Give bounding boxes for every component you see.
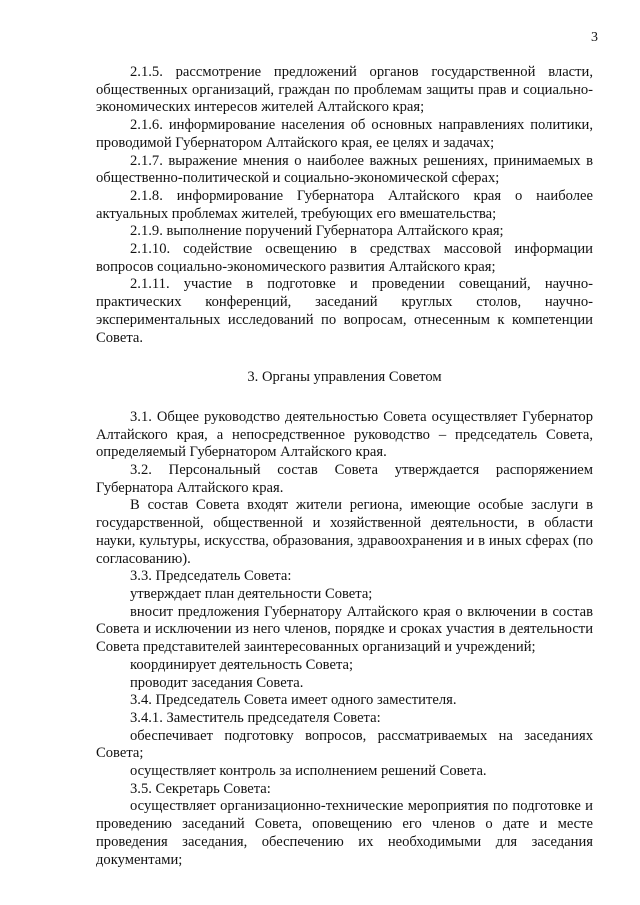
clause-2-1-5: 2.1.5. рассмотрение предложений органов государственной власти, общественных организаций, граждан по проблемам защиты прав и социально-экономических интересов жителей Алтайского края;	[96, 64, 593, 116]
chair-duty-meetings: проводит заседания Совета.	[130, 674, 304, 691]
page-number: 3	[591, 30, 598, 45]
chair-duty-plan: утверждает план деятельности Совета;	[130, 585, 373, 602]
clause-3-5: 3.5. Секретарь Совета:	[130, 780, 271, 797]
deputy-duty-control: осуществляет контроль за исполнением решений Совета.	[130, 763, 487, 780]
document-body	[96, 64, 593, 869]
deputy-duty-preparation: обеспечивает подготовку вопросов, рассматриваемых на заседаниях Совета;	[96, 727, 593, 762]
clause-2-1-9: 2.1.9. выполнение поручений Губернатора Алтайского края;	[130, 223, 504, 240]
clause-3-2: 3.2. Персональный состав Совета утверждается распоряжением Губернатора Алтайского края.	[96, 462, 593, 496]
clause-2-1-10: 2.1.10. содействие освещению в средствах массовой информации вопросов социально-экономического развития Алтайского края;	[96, 241, 593, 275]
chair-duty-coordinate: координирует деятельность Совета;	[130, 656, 354, 673]
secretary-duty-organization: осуществляет организационно-технические мероприятия по подготовке и проведению заседаний Совета, оповещению его членов о дате и месте проведения заседания, обеспечению их необходимыми для заседания документами;	[96, 798, 593, 868]
chair-duty-proposals: вносит предложения Губернатору Алтайского края о включении в состав Совета и исключении из него членов, порядке и сроках участия в деятельности Совета представителей заинтересованных организаций и учреждений;	[96, 603, 593, 656]
clause-2-1-7: 2.1.7. выражение мнения о наиболее важных решениях, принимаемых в общественно-политической и социально-экономической сферах;	[96, 152, 593, 187]
clause-3-4-1: 3.4.1. Заместитель председателя Совета:	[130, 709, 381, 726]
clause-3-4: 3.4. Председатель Совета имеет одного заместителя.	[130, 692, 457, 709]
clause-3-3: 3.3. Председатель Совета:	[130, 568, 292, 585]
section-heading: 3. Органы управления Советом	[247, 369, 442, 386]
clause-2-1-6: 2.1.6. информирование населения об основных направлениях политики, проводимой Губернатором Алтайского края, ее целях и задачах;	[96, 117, 593, 151]
clause-3-1: 3.1. Общее руководство деятельностью Совета осуществляет Губернатор Алтайского края, а непосредственное руководство – председатель Совета, определяемый Губернатором Алтайского края.	[96, 408, 593, 461]
clause-2-1-11: 2.1.11. участие в подготовке и проведении совещаний, научно-практических конференций, заседаний круглых столов, научно-экспериментальных исследований по вопросам, отнесенным к компетенции Совета.	[96, 276, 593, 346]
clause-2-1-8: 2.1.8. информирование Губернатора Алтайского края о наиболее актуальных проблемах жителей, требующих его вмешательства;	[96, 187, 593, 222]
council-composition: В состав Совета входят жители региона, имеющие особые заслуги в государственной, общественной и хозяйственной деятельности, в области науки, культуры, искусства, образования, здравоохранения и в иных сферах (по согласованию).	[96, 497, 593, 567]
